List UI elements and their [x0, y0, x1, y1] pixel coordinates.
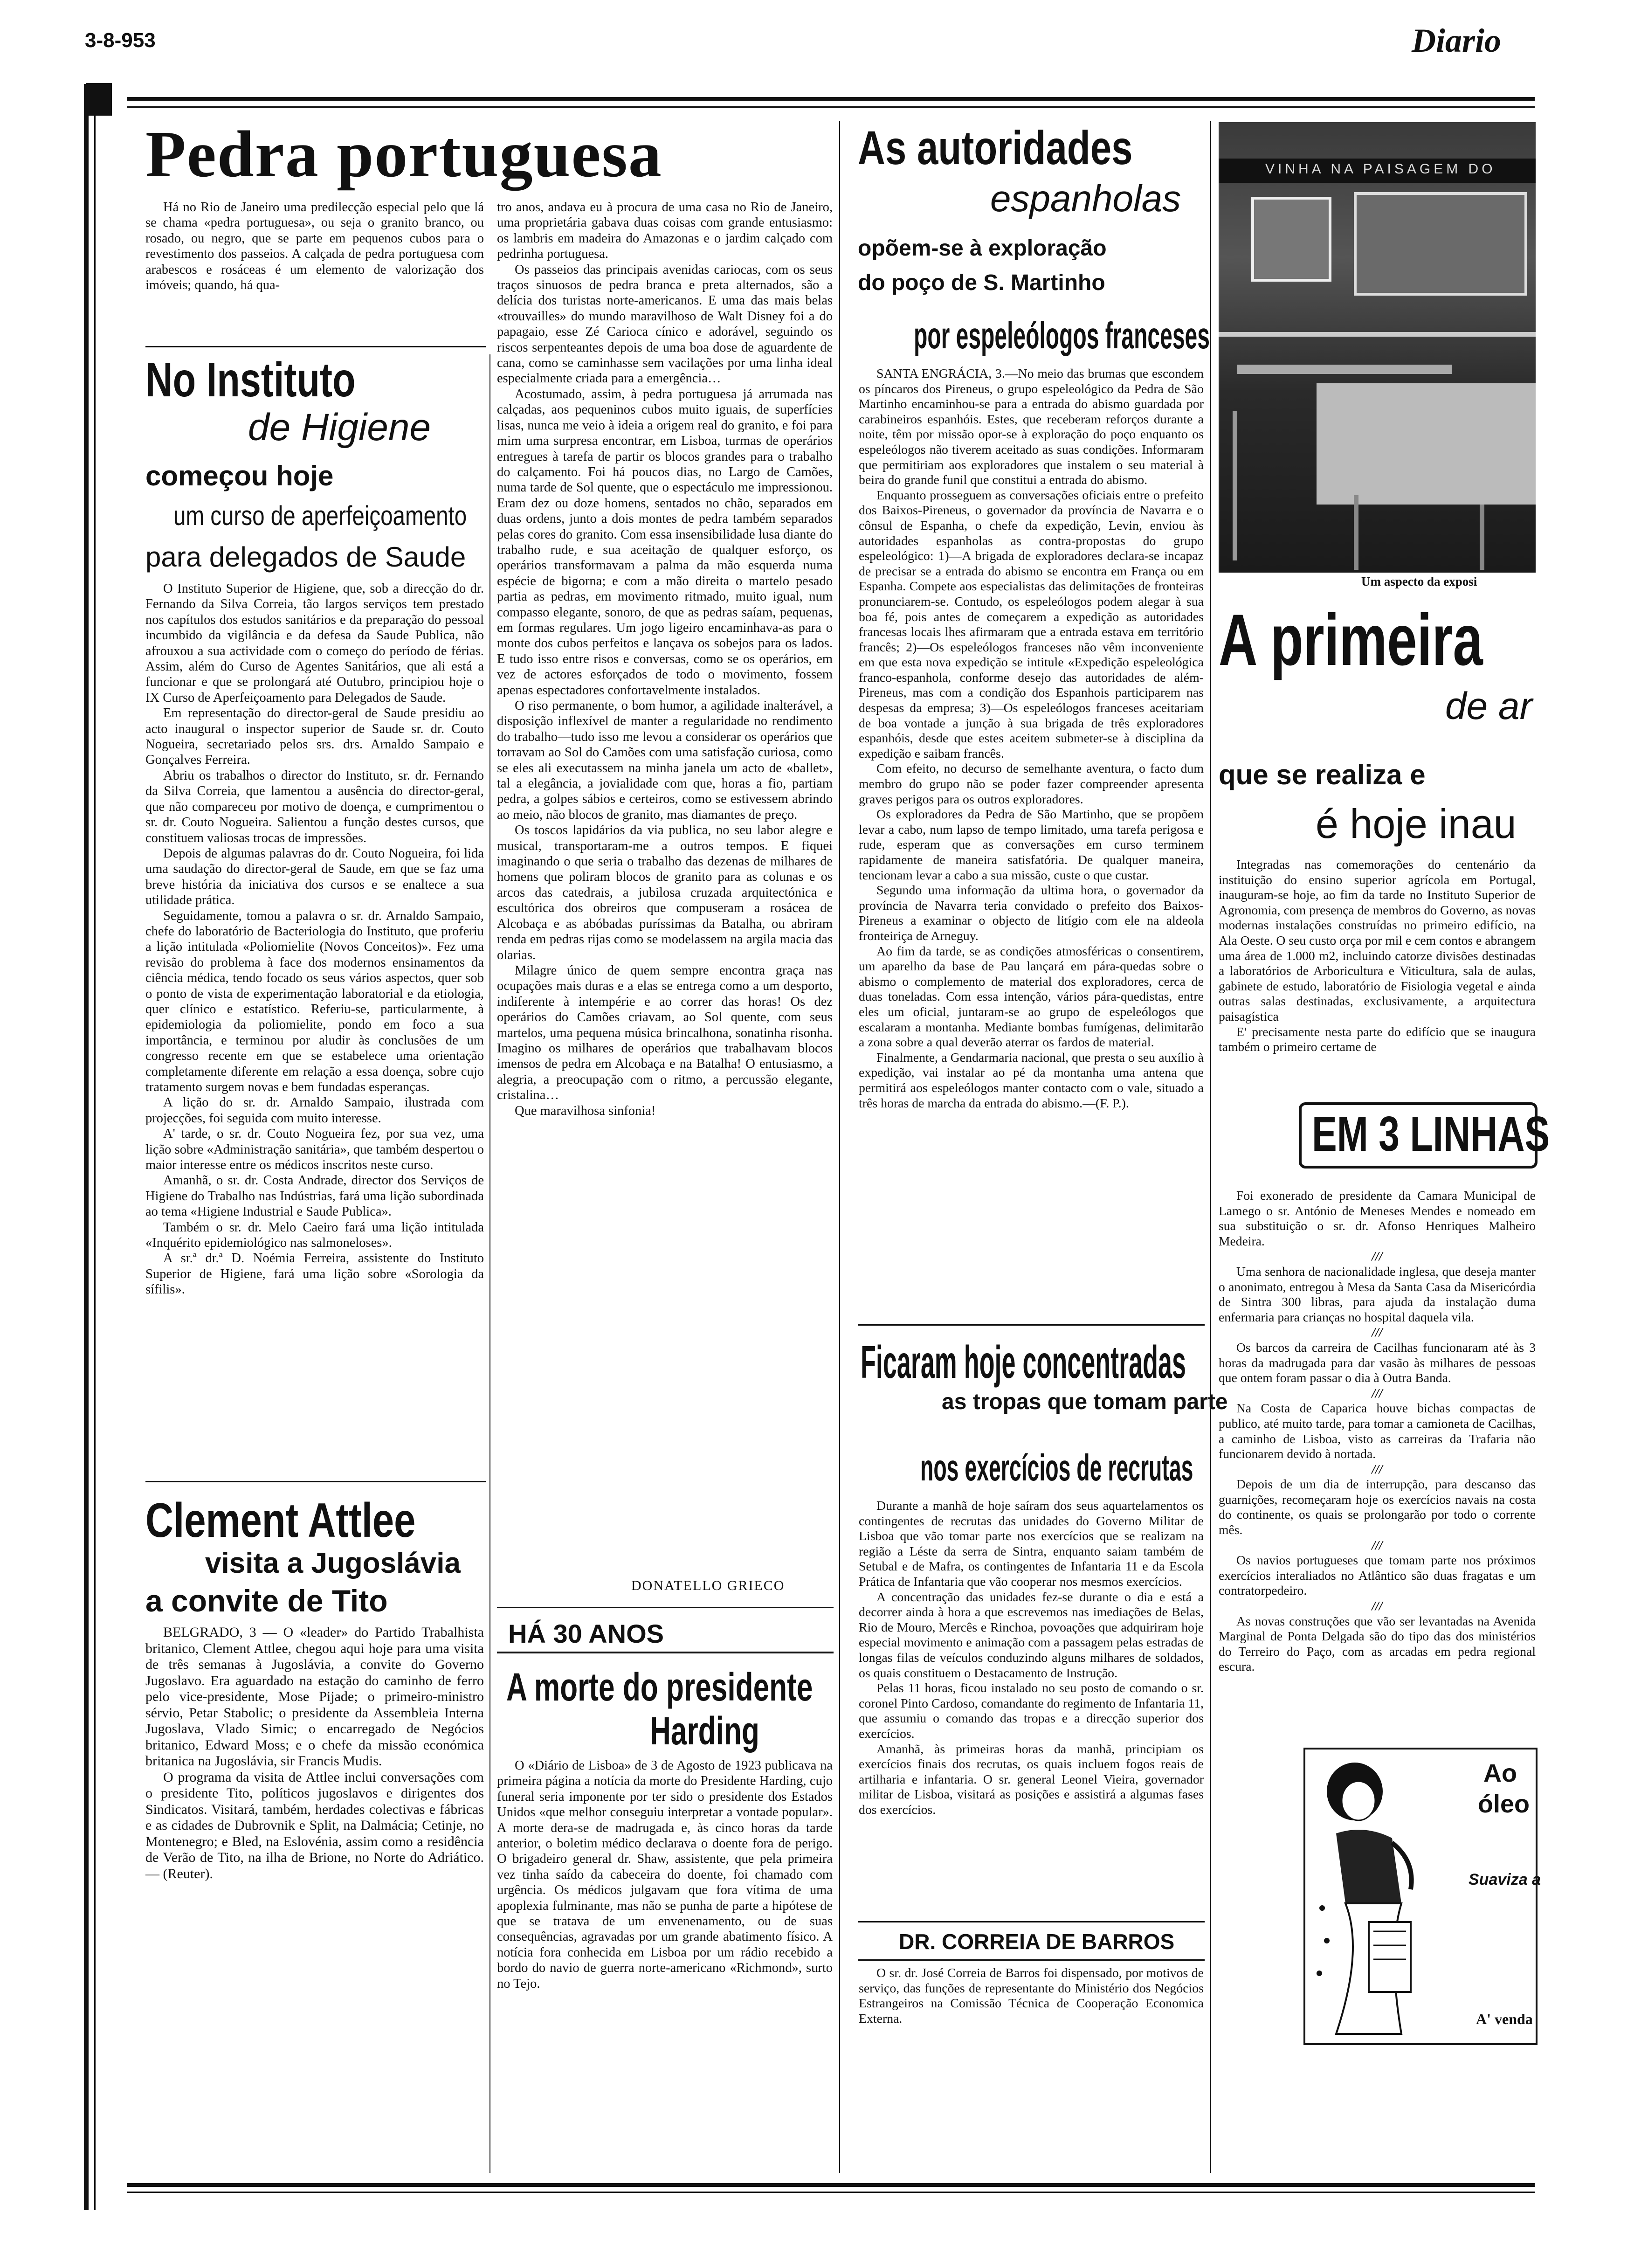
pedra-paragraph: O riso permanente, o bom humor, a agilidade inalterável, a disposição inflexível de manter a regularidade no rendimento do trabalho—tudo isso me levou a considerar os operários que torravam ao Sol do Camões com uma satisfação curiosa, como se eles ali executassem na minha janela um acto de «ballet», tal a elegância, a jovialidade com que, horas a fio, partiam pedra, a golpes sábios e certeiros, como se estivessem abrindo ao meio, não blocos de granito, mas diamantes de preço. — [497, 698, 833, 822]
attlee-heading-3: a convite de Tito — [145, 1583, 388, 1618]
primeira-heading-4: é hoje inau — [1316, 801, 1517, 847]
instituto-body — [145, 581, 484, 1298]
ficaram-paragraph: A concentração das unidades fez-se durante o dia e está a decorrer ainda à hora a que escrevemos nas imediações de Belas, Rio de Mouro, Mercês e Rinchoa, povoações que adquiriram hoje especial movimento e animação com a passagem pelas estradas de longas filas de veículos conduzindo alguns milhares de soldados, os quais constituem o Destacamento de Instrução. — [859, 1590, 1204, 1680]
bottom-rule-thin — [127, 2192, 1535, 2193]
em3-separator: /// — [1372, 1249, 1383, 1264]
instituto-paragraph: Amanhã, o sr. dr. Costa Andrade, director dos Serviços de Higiene do Trabalho nas Indústrias, fará uma lição subordinada ao tema «Higiene Industrial e Saude Publica». — [145, 1173, 484, 1219]
pedra-paragraph: tro anos, andava eu à procura de uma casa no Rio de Janeiro, uma proprietária gabava duas coisas com grande entusiasmo: os lambris em madeira do Amazonas e o jardim calçado com pedrinha portuguesa. — [497, 200, 833, 262]
autoridades-paragraph: Enquanto prosseguem as conversações oficiais entre o prefeito dos Baixos-Pireneus, o governador da província de Navarra e o cônsul de Espanha, o chefe da expedição, Levin, enviou às autoridades espanholas as contra-propostas do grupo espeleológico: 1)—A brigada de exploradores declara-se incapaz de precisar se a entrada do abismo se encontra em França ou em Espanha. Compete aos especialistas das delimitações de fronteiras pronunciarem-se. Contudo, os espeleólogos podem alegar à sua boa fé, pois antes de começarem a expedição as autoridades francesas locais lhes afirmaram que a entrada estava em território francês; 2)—Os espeleólogos franceses não vêm inconveniente em que esta nova expedição se intitule «Expedição espeleológica franco-espanhola, conforme desejo das autoridades de além-Pireneus, mas com a condição dos Espanhois participarem nas despesas da empresa; 3)—Os espeleólogos franceses aceitariam de boa vontade a junção à sua brigada de três exploradores espanhóis, desde que estes aceitem submeter-se à disciplina da expedição e saibam francês. — [859, 488, 1204, 761]
primeira-heading-2: de ar — [1445, 685, 1532, 727]
em3-separator: /// — [1372, 1385, 1383, 1400]
left-border-thin — [94, 84, 96, 2210]
pedra-col2 — [497, 200, 833, 1119]
section-rule — [858, 1959, 1205, 1961]
pedra-paragraph: Acostumado, assim, à pedra portuguesa já arrumada nas calçadas, aos pequeninos cubos muito iguais, de superfícies lisas, nunca me veio à ideia a origem real do granito, e foi para mim uma surpresa encontrar, em Lisboa, turmas de operários entregues à tarefa de partir os blocos grandes para o trabalho do calçamento. Foi há poucos dias, no Largo de Camões, numa tarde de Sol quente, que o espectáculo me impressionou. Eram dez ou doze homens, sentados no chão, separados em duas ordens, junto a dois montes de pedra também separados pelas cores do granito. Com essa insensibilidade lusa diante do trabalho rude, e sua aceitação de qualquer esforço, os operários transformavam a palma da mão esquerda numa espécie de bigorna; e com a mão direita o martelo pesado partia as pedras, em movimento ritmado, muito igual, num compasso elegante, sonoro, de que as pedras saíam, pequenas, em formas regulares. Um jogo ligeiro encaminhava-as para o monte dos cubos perfeitos e lançava os sobejos para os lados. E tudo isso entre risos e conversas, como se os operários, em vez de actores esforçados de todo o movimento, fossem apenas espectadores confortavelmente instalados. — [497, 387, 833, 698]
pedra-paragraph: Os toscos lapidários da via publica, no seu labor alegre e musical, transportaram-me a outros tempos. E fiquei imaginando o que seria o trabalho das dezenas de milhares de homens que poliram blocos de granito para as colunas e os arcos das catedrais, a jubilosa cruzada arquitectónica e escultórica dos obreiros que compuseram a rosácea de Alcobaça e as abóbadas puríssimas da Batalha, ou abriram renda em pedras rijas como se modelassem na argila macia das olarias. — [497, 823, 833, 962]
em3-item: Foi exonerado de presidente da Camara Municipal de Lamego o sr. António de Meneses Mendes e nomeado em sua substituição o sr. dr. Afonso Henriques Malheiro Medeira. — [1219, 1188, 1536, 1248]
em3-item: Os navios portugueses que tomam parte nos próximos exercícios interaliados no Atlântico são duas fragatas e um contratorpedeiro. — [1219, 1553, 1536, 1598]
bottom-rule — [127, 2183, 1535, 2187]
primeira-paragraph: E' precisamente nesta parte do edifício que se inaugura também o primeiro certame de — [1219, 1024, 1536, 1054]
ficaram-heading-2: as tropas que tomam parte — [942, 1390, 1228, 1414]
em3-item: Uma senhora de nacionalidade inglesa, que deseja manter o anonimato, entregou à Mesa da Santa Casa da Misericórdia de Sintra 300 libras, para ajuda da instalação duma enfermaria para crianças no hospital daquela vila. — [1219, 1264, 1536, 1324]
pedra-paragraph: Há no Rio de Janeiro uma predilecção especial pelo que lá se chama «pedra portuguesa», ou seja o granito branco, ou rosado, ou negro, que se parte em pequenos cubos para o revestimento dos passeios. A calçada de pedra portuguesa com arabescos e rosáceas é um elemento de valorização dos imóveis; quando, há qua- — [145, 200, 484, 293]
instituto-paragraph: Abriu os trabalhos o director do Instituto, sr. dr. Fernando da Silva Correia, que lamentou a ausência do director-geral, que não compareceu por motivo de doença, e cumprimentou o sr. dr. Couto Nogueira. Salientou a função destes cursos, que constituem valiosas trocas de impressões. — [145, 768, 484, 845]
attlee-heading: Clement Attlee — [145, 1494, 416, 1548]
autoridades-heading: As autoridades — [858, 121, 1133, 174]
section-rule — [858, 1921, 1205, 1922]
instituto-heading-3: começou hoje — [145, 460, 334, 491]
em3-item: As novas construções que vão ser levantadas na Avenida Marginal de Ponta Delgada são do tipo das dos ministérios do Terreiro do Paço, com as arcadas em pedra regional escura. — [1219, 1613, 1536, 1674]
pedra-paragraph: Os passeios das principais avenidas cariocas, com os seus traços sinuosos de pedra branca e preta alternados, são a delícia dos turistas norte-americanos. E uma das mais belas «trouvailles» do mundo maravilhoso de Walt Disney foi a do papagaio, esse Zé Carioca cínico e adorável, seguindo os riscos serpenteantes depois de uma boa dose de aguardente de cana, como se caminhasse sem vacilações por uma linha ideal especialmente criada para a emergência… — [497, 262, 833, 386]
em3-separator: /// — [1372, 1461, 1383, 1476]
autoridades-paragraph: Segundo uma informação da ultima hora, o governador da província de Navarra teria convidado o prefeito dos Baixos-Pireneus a examinar o objecto de litígio com ele na aldeola fronteiriça de Arneguy. — [859, 883, 1204, 943]
photo-sign-text: VINHA NA PAISAGEM DO — [1265, 161, 1496, 177]
instituto-paragraph: A' tarde, o sr. dr. Couto Nogueira fez, por sua vez, uma lição sobre «Administração sanitária», que também despertou o maior interesse entre os médicos inscritos neste curso. — [145, 1127, 484, 1173]
attlee-paragraph: BELGRADO, 3 — O «leader» do Partido Trabalhista britanico, Clement Attlee, chegou aqui hoje para uma visita de três semanas à Jugoslávia, a convite do Governo Jugoslavo. Era aguardado na estação do caminho de ferro pelo vice-presidente, Mose Pijade; o primeiro-ministro sérvio, Petar Stabolic; o presidente da Assembleia Interna Jugoslava, Vlado Simic; o encarregado de Negócios britanico, Edward Moss; e o chefe da missão económica britanica na Jugoslávia, sir Francis Mudis. — [145, 1625, 484, 1769]
instituto-heading-2: de Higiene — [248, 406, 431, 449]
instituto-heading-5: para delegados de Saude — [145, 541, 466, 573]
left-corner-mark — [86, 83, 112, 116]
column-rule — [1210, 121, 1211, 2173]
ha30-heading: A morte do presidente — [506, 1665, 813, 1709]
ha30-heading-2: Harding — [650, 1709, 759, 1753]
exhibition-photo — [1219, 122, 1536, 573]
autoridades-heading-4: do poço de S. Martinho — [858, 270, 1105, 295]
attlee-body — [145, 1625, 484, 1882]
em3-body — [1219, 1188, 1536, 1674]
woman-illustration-icon — [1308, 1754, 1425, 2039]
em3-label: EM 3 LINHAS — [1312, 1106, 1550, 1162]
primeira-paragraph: Integradas nas comemorações do centenário da instituição do ensino superior agrícola em Portugal, inauguram-se hoje, ao fim da tarde no Instituto Superior de Agronomia, com presença de membros do Governo, as novas modernas instalações construídas no primeiro edifício, na Ala Oeste. O seu custo orça por mil e cem contos e abrangem uma área de 1.000 m2, incluindo catorze divisões destinadas a laboratórios de Arboricultura e Viticultura, sala de aulas, gabinete de estudo, laboratório de Fisiologia vegetal e ainda outras salas destinadas, exclusivamente, a arquitectura paisagística — [1219, 857, 1536, 1023]
autoridades-heading-5: por espeleólogos franceses — [914, 315, 1210, 356]
em3-separator: /// — [1372, 1537, 1383, 1552]
ficaram-body — [859, 1499, 1204, 1818]
section-rule — [145, 346, 486, 347]
pedra-paragraph: Milagre único de quem sempre encontra graça nas ocupações mais duras e a elas se entrega como a um desporto, indiferente à intempérie e ao correr das horas! Os dez operários do Camões criavam, ao Sol quente, com seus martelos, uma pequena música brincalhona, sonatinha risonha. Imagino os milhares de operários que trabalhavam blocos imensos de pedra em Alcobaça e na Batalha! O entusiasmo, a alegria, a preocupação com o ritmo, a percussão elegante, cristalina… — [497, 963, 833, 1103]
correia-heading: DR. CORREIA DE BARROS — [899, 1929, 1175, 1954]
section-rule — [497, 1607, 834, 1608]
pedra-paragraph: Que maravilhosa sinfonia! — [515, 1103, 656, 1118]
column-rule — [839, 121, 840, 2173]
pedra-col1 — [145, 200, 484, 293]
autoridades-paragraph: SANTA ENGRÁCIA, 3.—No meio das brumas que escondem os píncaros dos Pireneus, o grupo espeleológico da Pedra de São Martinho encaminhou-se para a entrada do abismo guardada por carabineiros espanhóis. Estes, que receberam reforços durante a noite, têm por missão opor-se à exploração do poço enquanto os espeleólogos não tiverem aceitado as suas condições. Informaram que permitiriam aos exploradores que instalem o seu material à beira do grande funil que constitui a entrada do abismo. — [859, 366, 1204, 488]
correia-body — [859, 1966, 1204, 2026]
ha30-body — [497, 1758, 833, 1991]
primeira-body — [1219, 857, 1536, 1055]
attlee-paragraph: O programa da visita de Attlee inclui conversações com o presidente Tito, políticos jugoslavos e dirigentes dos Sindicatos. Visitará, também, herdades colectivas e fábricas e as cidades de Dubrovnik e Split, na Dalmácia; Cetinje, no Montenegro; e Bled, na Eslovénia, assim como a residência de Verão de Tito, na ilha de Brione, no Norte do Adriático. — (Reuter). — [145, 1769, 484, 1881]
ha30-paragraph: O «Diário de Lisboa» de 3 de Agosto de 1923 publicava na primeira página a notícia da morte do Presidente Harding, cujo funeral seria imponente por ter sido o presidente dos Estados Unidos «que melhor conseguiu interpretar a vontade popular». A morte dera-se de madrugada e, às cinco horas da tarde anterior, o boletim médico declarava o doente fora de perigo. O brigadeiro general dr. Shaw, assistente, que pela primeira vez tinha saído da cabeceira do doente, foi chamado com urgência. Os médicos julgavam que fora vítima de uma apoplexia fulminante, mas não se punha de parte a hipótese de que se tratava de um envenenamento, ou de suas consequências, agravadas por um grande abatimento físico. A notícia fora conhecida em Lisboa por um rádio recebido a bordo do navio de guerra norte-americano «Richmond», surto no Tejo. — [497, 1758, 833, 1991]
em3-item: Os barcos da carreira de Cacilhas funcionaram até às 3 horas da madrugada para dar vasão às milhares de pessoas que ontem foram passar o dia à Outra Banda. — [1219, 1340, 1536, 1385]
section-rule — [145, 1481, 486, 1482]
instituto-heading-4: um curso de aperfeiçoamento — [173, 501, 467, 531]
instituto-paragraph: Depois de algumas palavras do dr. Couto Nogueira, foi lida uma saudação do director-geral de Saude, em que se faz uma breve história da iniciativa dos cursos e se enaltece a sua utilidade prática. — [145, 846, 484, 908]
pedra-signature: DONATELLO GRIECO — [631, 1578, 785, 1593]
autoridades-paragraph: Os exploradores da Pedra de São Martinho, que se propõem levar a cabo, num lapso de tempo limitado, uma tarefa perigosa e rude, esperam que as conversações em curso terminem rapidamente de maneira satisfatória. De qualquer maneira, tencionam levar a cabo a sua missão, custe o que custar. — [859, 807, 1204, 883]
instituto-paragraph: O Instituto Superior de Higiene, que, sob a direcção do dr. Fernando da Silva Correia, tão largos serviços tem prestado nos capítulos dos estudos sanitários e da preparação do pessoal incumbido da vigilância e da defesa da Saude Publica, não afrouxou a sua actividade com o começo do período de férias. Assim, além do Curso de Agentes Sanitários, que ali está a funcionar e que se prolongará até Outubro, principiou hoje o IX Curso de Aperfeiçoamento para Delegados de Saude. — [145, 581, 484, 705]
ha30-label-rule — [497, 1652, 834, 1653]
em3-separator: /// — [1372, 1325, 1383, 1340]
top-rule — [127, 97, 1535, 101]
ficaram-paragraph: Pelas 11 horas, ficou instalado no seu posto de comando o sr. coronel Pinto Cardoso, comandante do regimento de Infantaria 11, que assumiu o comando das tropas e a direcção superior dos exercícios. — [859, 1681, 1204, 1741]
autoridades-heading-2: espanholas — [990, 178, 1181, 219]
ad-text-2: óleo — [1478, 1790, 1530, 1818]
top-rule-thin — [127, 106, 1535, 108]
correia-paragraph: O sr. dr. José Correia de Barros foi dispensado, por motivos de serviço, das funções de representante do Ministério dos Negócios Estrangeiros na Comissão Técnica de Cooperação Economica Externa. — [859, 1966, 1204, 2026]
masthead-paper-name: Diario — [1412, 22, 1502, 59]
instituto-paragraph: Também o sr. dr. Melo Caeiro fará uma lição intitulada «Inquérito epidemiológico nas salmoneloses». — [145, 1220, 484, 1251]
ad-text-1: Ao — [1483, 1759, 1517, 1787]
masthead-date: 3-8-953 — [85, 29, 156, 52]
ficaram-paragraph: Durante a manhã de hoje saíram dos seus aquartelamentos os contingentes de recrutas das unidades do Governo Militar de Lisboa que vão tomar parte nos exercícios que se realizam na região a Léste da serra de Sintra, enquanto saiam também de Setubal e de Mafra, os contingentes de Infantaria 11 e da Escola Prática de Infantaria que vão cooperar nos mesmos exercícios. — [859, 1499, 1204, 1589]
advertisement — [1303, 1748, 1541, 2045]
instituto-heading: No Instituto — [145, 353, 356, 407]
ficaram-heading: Ficaram hoje concentradas — [861, 1336, 1186, 1388]
photo-caption: Um aspecto da exposi — [1361, 574, 1477, 588]
instituto-paragraph: A sr.ª dr.ª D. Noémia Ferreira, assistente do Instituto Superior de Higiene, fará uma lição sobre «Sorologia da sífilis». — [145, 1251, 484, 1297]
em3-separator: /// — [1372, 1598, 1383, 1613]
autoridades-heading-3: opõem-se à exploração — [858, 236, 1107, 261]
autoridades-paragraph: Finalmente, a Gendarmaria nacional, que presta o seu auxílio à expedição, vai instalar ao pé da montanha uma antena que permitirá aos espeleólogos manter contacto com o vale, situado a três horas de marcha da entrada do abismo.—(F. P.). — [859, 1050, 1204, 1111]
ha30-label: HÁ 30 ANOS — [508, 1619, 664, 1648]
instituto-paragraph: A lição do sr. dr. Arnaldo Sampaio, ilustrada com projecções, foi seguida com muito interesse. — [145, 1095, 484, 1126]
instituto-paragraph: Em representação do director-geral de Saude presidiu ao acto inaugural o inspector superior de Saude sr. dr. Couto Nogueira, secretariado pelos srs. drs. Arnaldo Sampaio e Gonçalves Ferreira. — [145, 706, 484, 768]
pedra-title: Pedra portuguesa — [145, 117, 662, 191]
autoridades-body — [859, 366, 1204, 1111]
em3-item: Depois de um dia de interrupção, para descanso das guarnições, recomeçaram hoje os exercícios navais na costa do continente, os quais se prolongarão por todo o corrente mês. — [1219, 1477, 1536, 1537]
ad-text-4: A' venda — [1476, 2011, 1533, 2027]
em3-item: Na Costa de Caparica houve bichas compactas de publico, até muito tarde, para tomar a camioneta de Cacilhas, a caminho de Lisboa, visto as carreiras da Trafaria não funcionarem devido à nortada. — [1219, 1401, 1536, 1461]
instituto-paragraph: Seguidamente, tomou a palavra o sr. dr. Arnaldo Sampaio, chefe do laboratório de Bacteriologia do Instituto, que proferiu a lição intitulada «Poliomielite (Novos Conceitos)». Fez uma revisão do problema à face dos modernos ensinamentos da ciência médica, tendo focado os seus vários aspectos, quer sob o ponto de vista de experimentação laboratorial e da etiologia, quer clínico e estatístico. Referiu-se, particularmente, à epidemiologia da poliomielite, pondo em foco a sua importância, e terminou por aludir às conclusões de um congresso recente em que se estabelece uma orientação completamente diferente em relação a essa doença, sobre cujo tratamento surgem novas e bem fundadas esperanças. — [145, 908, 484, 1094]
attlee-heading-2: visita a Jugoslávia — [205, 1547, 461, 1579]
primeira-heading-3: que se realiza e — [1219, 759, 1426, 790]
ficaram-paragraph: Amanhã, às primeiras horas da manhã, principiam os exercícios finais dos recrutas, os quais incluem fogos reais de artilharia e infantaria. O sr. general Leonel Vieira, governador militar de Lisboa, visitará as posições e assistirá a algumas fases dos exercícios. — [859, 1742, 1204, 1817]
autoridades-paragraph: Ao fim da tarde, se as condições atmosféricas o consentirem, um aparelho da base de Pau lançará em pára-quedas sobre o abismo o complemento de material dos exploradores, cerca de duas toneladas. Com essa intenção, vários pára-quedistas, entre eles um oficial, juntaram-se ao grupo de espeleólogos que escalaram a montanha. Mediante bombas fumígenas, delimitarão a zona sobre a qual deverão aterrar os fardos de material. — [859, 944, 1204, 1050]
primeira-heading: A primeira — [1219, 600, 1483, 681]
ficaram-heading-3: nos exercícios de recrutas — [920, 1447, 1193, 1488]
left-border — [84, 84, 89, 2210]
autoridades-paragraph: Com efeito, no decurso de semelhante aventura, o facto dum membro do grupo não se poder fazer compreender apresenta graves perigos para os outros exploradores. — [859, 761, 1204, 807]
ad-text-3: Suaviza a — [1469, 1871, 1541, 1888]
section-rule — [858, 1324, 1205, 1326]
